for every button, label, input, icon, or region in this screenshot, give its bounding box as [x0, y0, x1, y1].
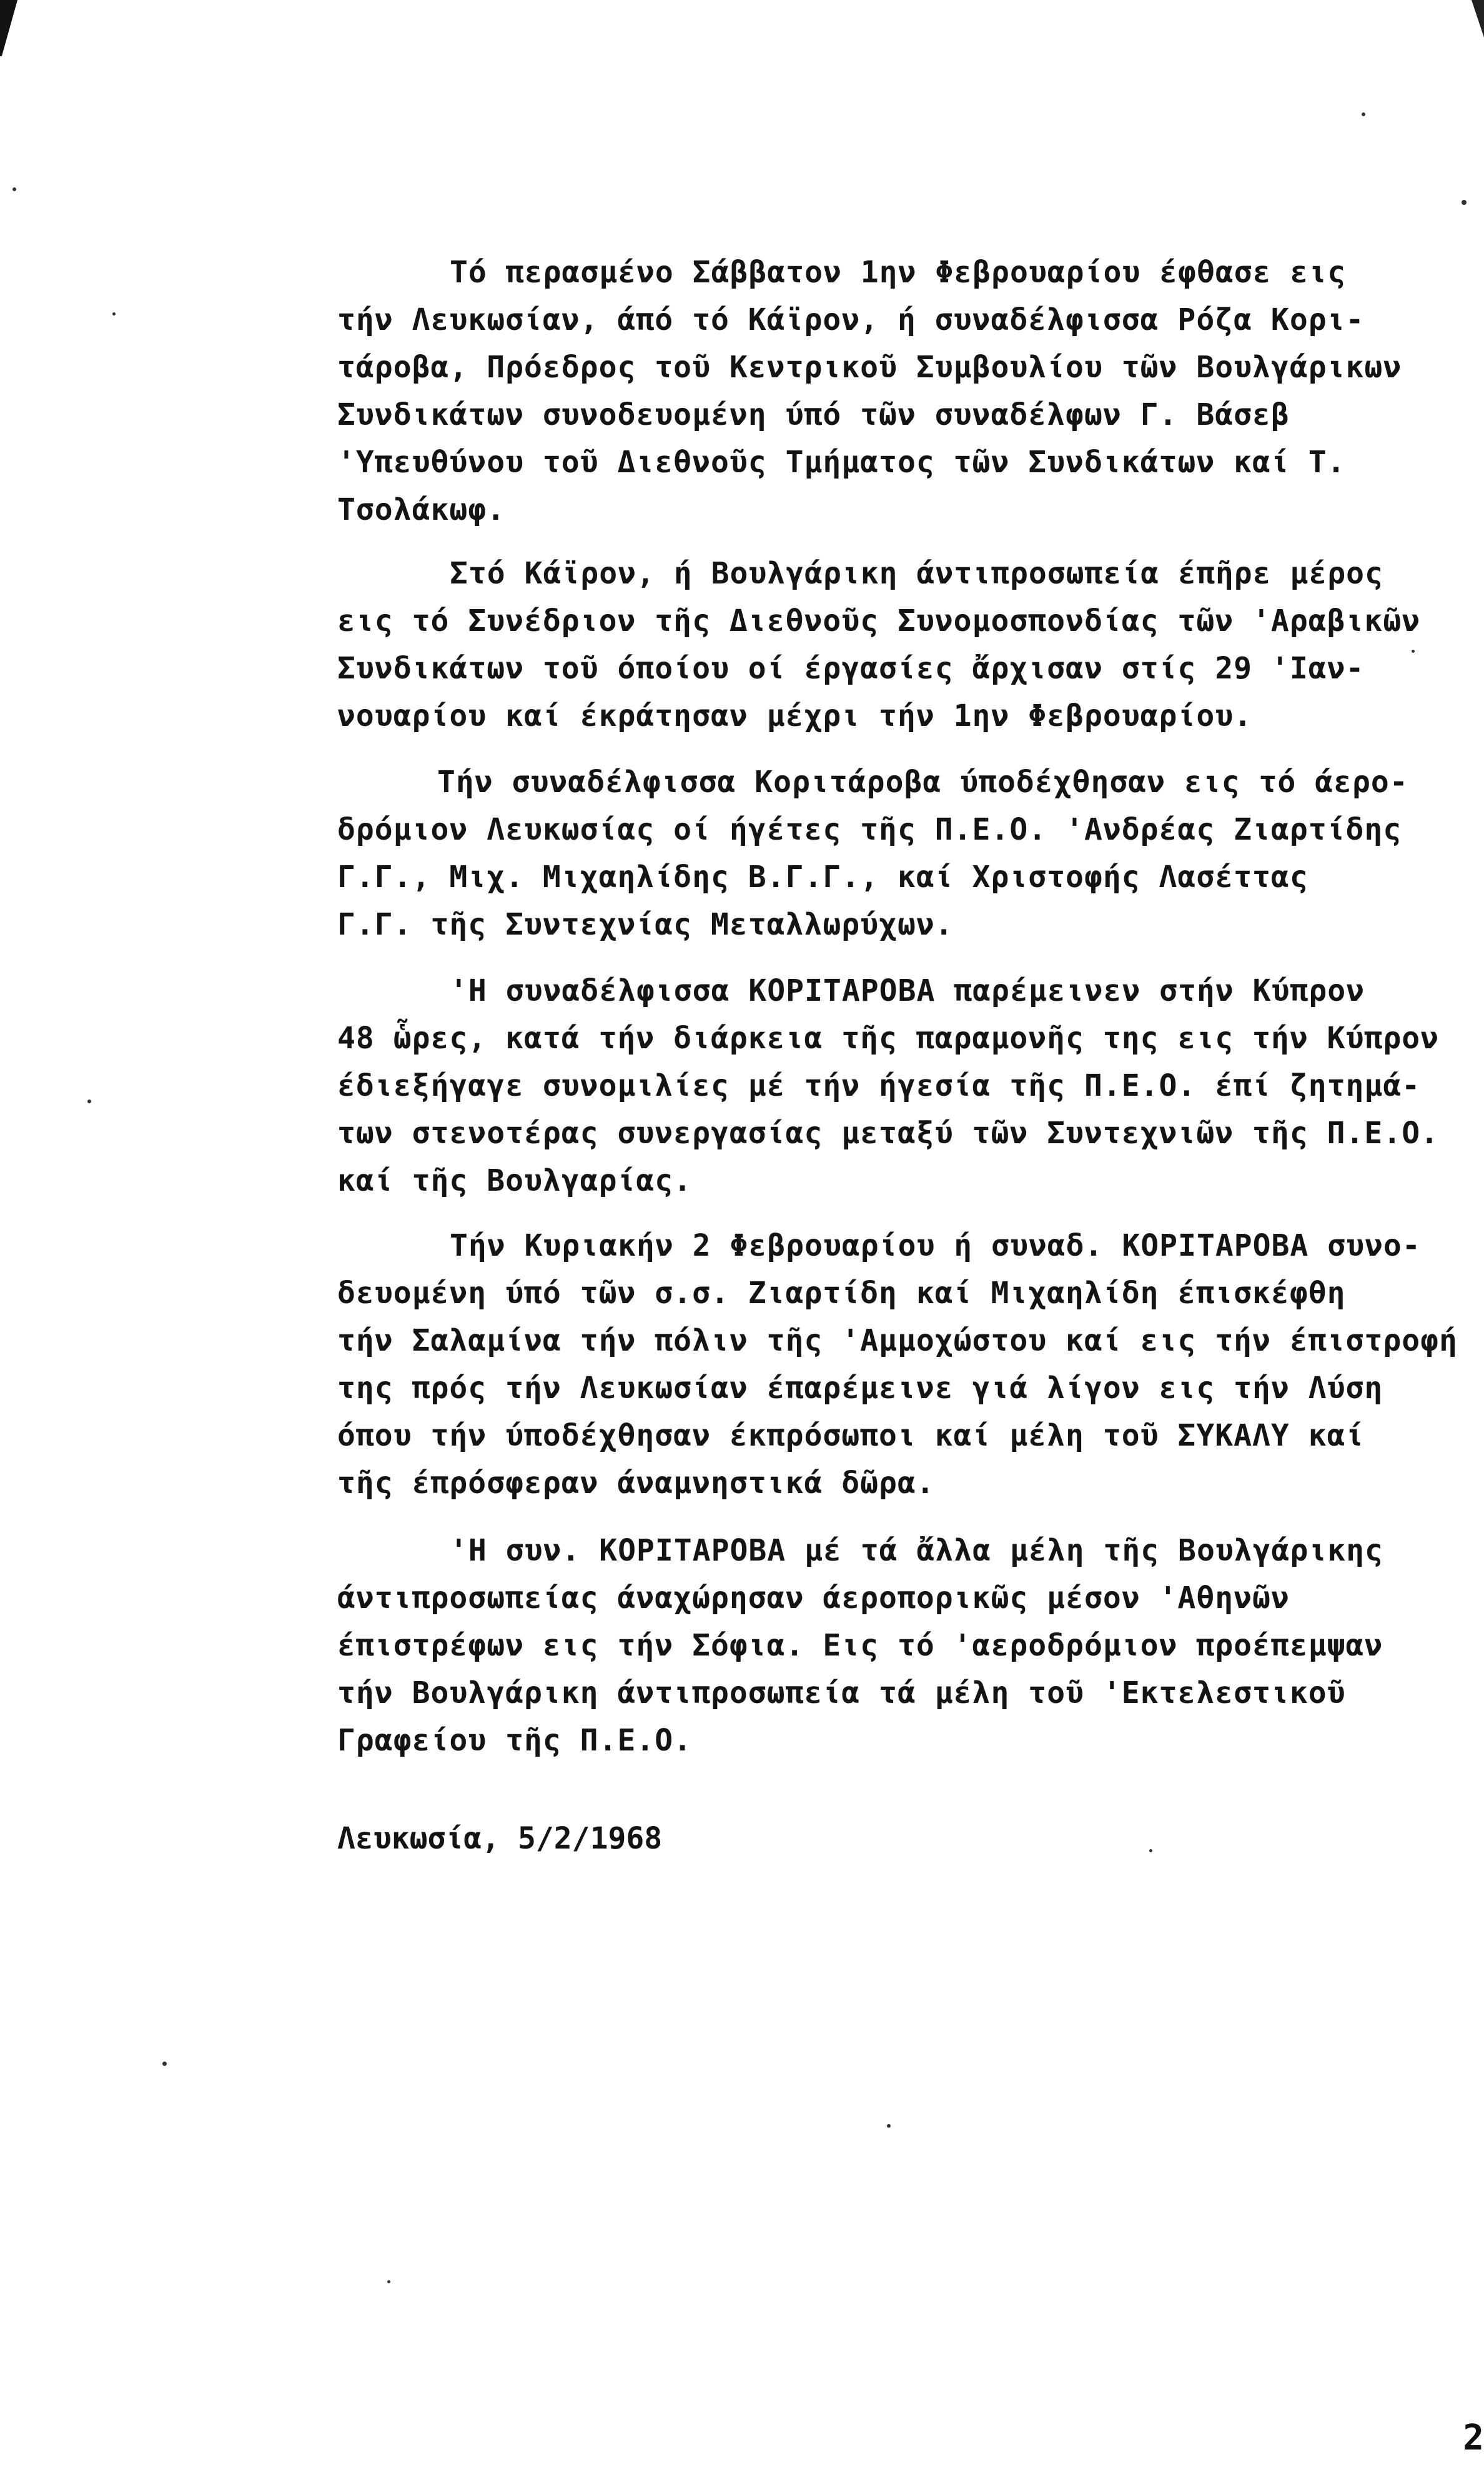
scan-speck	[1412, 650, 1415, 653]
text-line: Τσολάκωφ.	[337, 492, 506, 527]
scan-speck	[887, 2124, 891, 2128]
scan-speck	[1462, 200, 1467, 205]
text-line: 48 ὧρες, κατά τήν διάρκεια τῆς παραμονῆς της εις τήν Κύπρον	[337, 1021, 1440, 1056]
text-line: Συνδικάτων τοῦ όποίου οί έργασίες ἄρχισαν στίς 29 'Ιαν-	[337, 651, 1365, 686]
text-line: Τήν Κυριακήν 2 Φεβρουαρίου ή συναδ. ΚΟΡΙΤΑΡΟΒΑ συνο-	[450, 1228, 1421, 1263]
page-number: 2	[1463, 2418, 1484, 2458]
text-line: τῆς έπρόσφεραν άναμνηστικά δῶρα.	[337, 1466, 935, 1501]
text-line: νουαρίου καί έκράτησαν μέχρι τήν 1ην Φεβρουαρίου.	[337, 698, 1253, 733]
scan-speck	[1362, 112, 1365, 116]
text-line: έπιστρέφων εις τήν Σόφια. Εις τό 'αεροδρόμιον προέπεμψαν	[337, 1628, 1383, 1663]
text-line: των στενοτέρας συνεργασίας μεταξύ τῶν Συντεχνιῶν τῆς Π.Ε.Ο.	[337, 1116, 1440, 1151]
text-line: τήν Λευκωσίαν, άπό τό Κάϊρον, ή συναδέλφισσα Ρόζα Κορι-	[337, 302, 1365, 337]
text-line: 'Η συν. ΚΟΡΙΤΑΡΟΒΑ μέ τά ἄλλα μέλη τῆς Βουλγάρικης	[450, 1533, 1383, 1568]
place-date: Λευκωσία, 5/2/1968	[337, 1821, 663, 1856]
text-line: Γ.Γ., Μιχ. Μιχαηλίδης Β.Γ.Γ., καί Χριστοφής Λασέττας	[337, 860, 1308, 895]
text-line: της πρός τήν Λευκωσίαν έπαρέμεινε γιά λίγον εις τήν Λύση	[337, 1371, 1383, 1406]
scan-edge-mark	[0, 0, 17, 56]
text-line: άντιπροσωπείας άναχώρησαν άεροπορικῶς μέσον 'Αθηνῶν	[337, 1581, 1290, 1616]
scan-speck	[12, 187, 16, 191]
text-line: 'Υπευθύνου τοῦ Διεθνοῦς Τμήματος τῶν Συνδικάτων καί Τ.	[337, 445, 1346, 480]
text-line: Τό περασμένο Σάββατον 1ην Φεβρουαρίου έφθασε εις	[450, 255, 1347, 290]
scan-speck	[162, 2062, 167, 2066]
text-line: δρόμιον Λευκωσίας οί ήγέτες τῆς Π.Ε.Ο. 'Ανδρέας Ζιαρτίδης	[337, 812, 1402, 847]
scan-corner-mark	[1472, 0, 1484, 37]
text-line: καί τῆς Βουλγαρίας.	[337, 1163, 693, 1198]
scan-speck	[387, 2280, 390, 2283]
scan-speck	[1149, 1849, 1152, 1852]
text-line: εις τό Συνέδριον τῆς Διεθνοῦς Συνομοσπονδίας τῶν 'Αραβικῶν	[337, 603, 1421, 638]
text-line: έδιεξήγαγε συνομιλίες μέ τήν ήγεσία τῆς Π.Ε.Ο. έπί ζητημά-	[337, 1068, 1421, 1103]
text-line: Γ.Γ. τῆς Συντεχνίας Μεταλλωρύχων.	[337, 907, 954, 942]
text-line: όπου τήν ύποδέχθησαν έκπρόσωποι καί μέλη τοῦ ΣΥΚΑΛΥ καί	[337, 1418, 1365, 1453]
text-line: Συνδικάτων συνοδευομένη ύπό τῶν συναδέλφων Γ. Βάσεβ	[337, 397, 1290, 432]
text-line: Τήν συναδέλφισσα Κοριτάροβα ύποδέχθησαν εις τό άερο-	[437, 765, 1408, 800]
text-line: τάροβα, Πρόεδρος τοῦ Κεντρικοῦ Συμβουλίου τῶν Βουλγάρικων	[337, 350, 1402, 385]
scan-speck	[87, 1099, 91, 1103]
text-line: 'Η συναδέλφισσα ΚΟΡΙΤΑΡΟΒΑ παρέμεινεν στήν Κύπρον	[450, 973, 1365, 1008]
text-line: Στό Κάϊρον, ή Βουλγάρικη άντιπροσωπεία έπῆρε μέρος	[450, 556, 1383, 591]
text-line: δευομένη ύπό τῶν σ.σ. Ζιαρτίδη καί Μιχαηλίδη έπισκέφθη	[337, 1276, 1346, 1311]
text-line: Γραφείου τῆς Π.Ε.Ο.	[337, 1723, 693, 1758]
text-line: τήν Βουλγάρικη άντιπροσωπεία τά μέλη τοῦ 'Εκτελεστικοῦ	[337, 1675, 1346, 1710]
text-line: τήν Σαλαμίνα τήν πόλιν τῆς 'Αμμοχώστου καί εις τήν έπιστροφή	[337, 1323, 1458, 1358]
scan-speck	[112, 312, 116, 315]
